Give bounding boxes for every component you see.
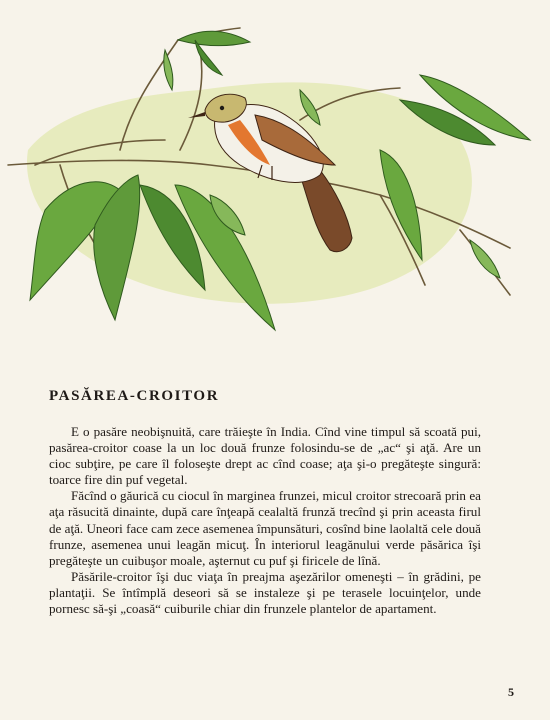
article-title: PASĂREA-CROITOR: [49, 388, 220, 404]
paragraph: E o pasăre neobişnuită, care trăieşte în India. Cînd vine timpul să scoată pui, pasărea-croitor coase la un loc două frunze folosindu-se de „ac“ şi aţă. Are un cioc subţire, pe care îl foloseşte drept ac cînd coase; aţa şi-o pregăteşte singură: toarce fire din puf vegetal.: [49, 424, 481, 488]
paragraph: Păsările-croitor îşi duc viaţa în preajma aşezărilor omeneşti – în grădini, pe plantaţii. Se întîmplă deseori să se instaleze şi pe terasele locuinţelor, unde pornesc să-şi „coasă“ cuiburile chiar din frunzele plantelor de apartament.: [49, 568, 481, 617]
paragraph: Făcînd o găurică cu ciocul în marginea frunzei, micul croitor strecoară prin ea aţa răsucită dinainte, după care înţeapă cealaltă frunză trecînd şi prin aceasta firul de aţă. Uneori face cam zece asemenea împunsături, cosînd bine laolaltă cele două frunze, asemenea unui leagăn micuţ. În interiorul leagănului verde păsărica îşi pregăteşte un cuibuşor moale, aşternut cu puf şi firicele de lînă.: [49, 488, 481, 568]
bird-eye: [220, 106, 224, 110]
tailorbird-illustration: [0, 0, 550, 350]
page-number: 5: [508, 685, 514, 699]
article-body: [49, 424, 481, 617]
